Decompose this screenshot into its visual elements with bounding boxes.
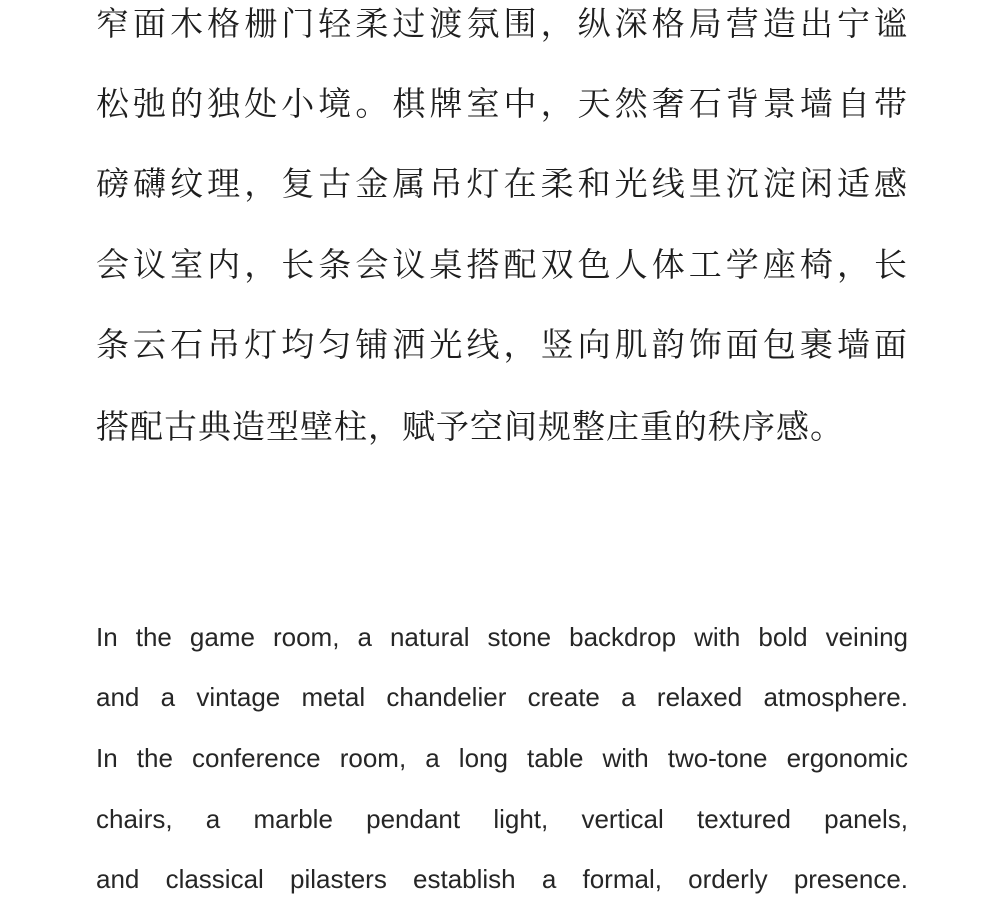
english-text-line: In the game room, a natural stone backdrop with bold veining (96, 622, 908, 652)
english-text-line: chairs, a marble pendant light, vertical textured panels, (96, 804, 908, 834)
chinese-text-line: 会议室内，长条会议桌搭配双色人体工学座椅，长 (96, 245, 908, 284)
chinese-text-line: 条云石吊灯均匀铺洒光线，竖向肌韵饰面包裹墙面 (96, 325, 908, 364)
english-text-line: and classical pilasters establish a formal, orderly presence. (96, 864, 908, 894)
chinese-text-line: 松弛的独处小境。棋牌室中，天然奢石背景墙自带 (96, 84, 908, 123)
chinese-text-line: 窄面木格栅门轻柔过渡氛围，纵深格局营造出宁谧 (96, 4, 908, 43)
english-text-line: In the conference room, a long table with two-tone ergonomic (96, 743, 908, 773)
chinese-text-line: 搭配古典造型壁柱，赋予空间规整庄重的秩序感。 (96, 407, 844, 446)
english-text-line: and a vintage metal chandelier create a relaxed atmosphere. (96, 682, 908, 712)
chinese-text-line: 磅礴纹理，复古金属吊灯在柔和光线里沉淀闲适感 (96, 164, 908, 203)
